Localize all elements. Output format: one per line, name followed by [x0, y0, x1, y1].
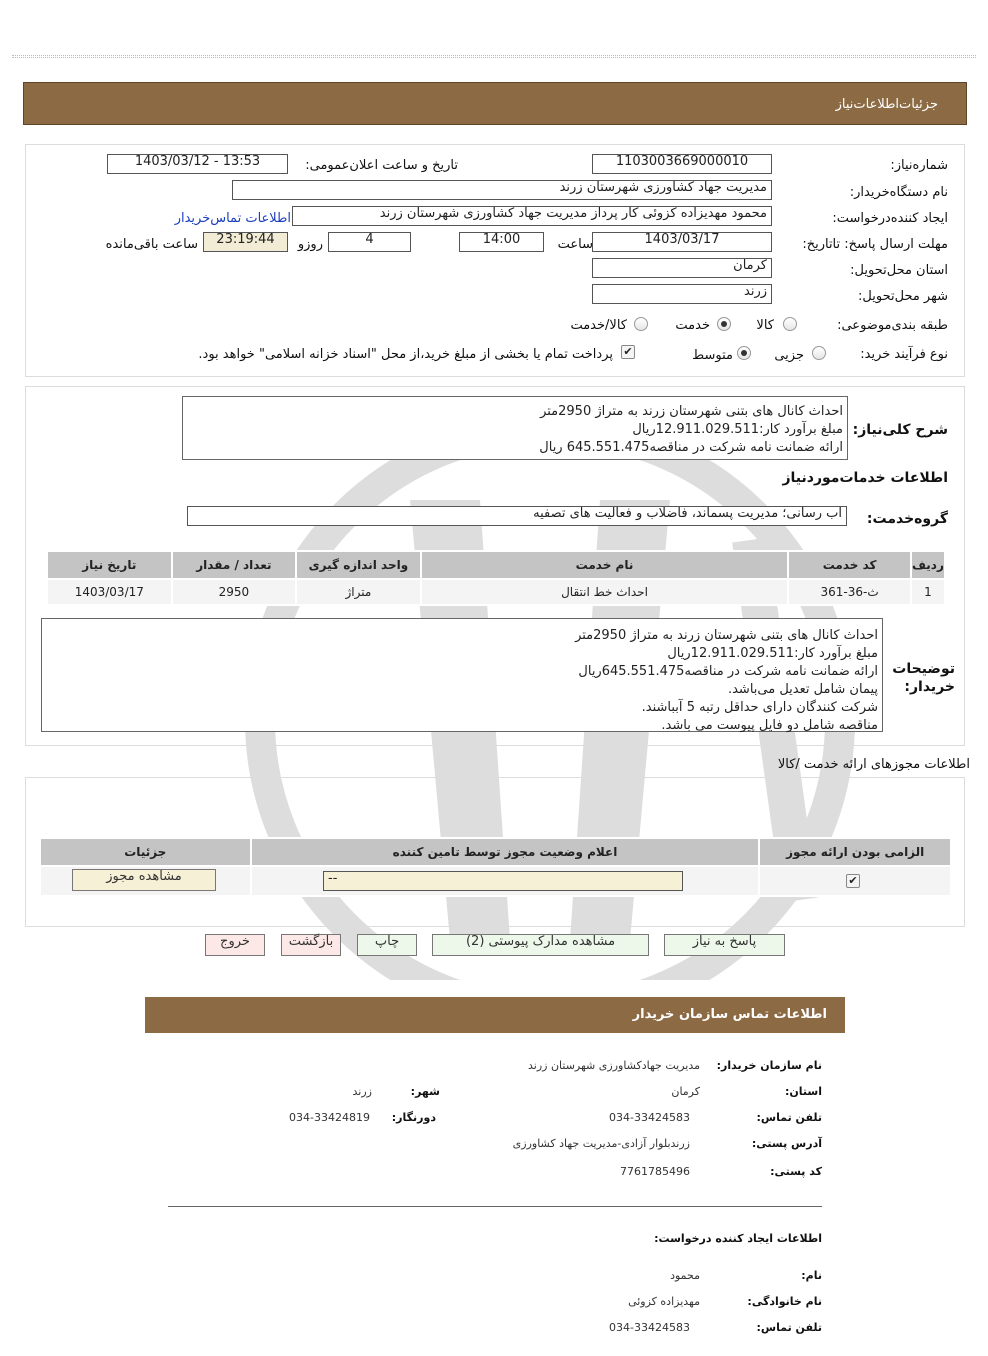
permit-status-field[interactable]: --	[323, 871, 683, 891]
contact-divider	[168, 1206, 822, 1207]
province-field: کرمان	[592, 258, 772, 278]
cell-quantity: 2950	[172, 579, 297, 605]
creator-name-value: محمود	[670, 1269, 700, 1282]
contact-province-label: استان:	[785, 1085, 822, 1098]
cell-row: 1	[911, 579, 945, 605]
page-title: جزئیات‌اطلاعات‌نیاز	[835, 97, 938, 112]
summary-label: شرح کلی‌نیاز:	[852, 422, 948, 438]
city-label: شهر محل‌تحویل:	[858, 289, 948, 304]
province-label: استان محل‌تحویل:	[850, 263, 948, 278]
attachments-button[interactable]: مشاهده مدارک پیوستی (2)	[432, 934, 649, 956]
remaining-time-field: 23:19:44	[203, 232, 288, 252]
print-button[interactable]: چاپ	[357, 934, 417, 956]
contact-postal-value: 7761785496	[620, 1165, 690, 1178]
purchase-radio-medium[interactable]	[737, 346, 751, 360]
exit-button[interactable]: خروج	[205, 934, 265, 956]
remaining-label: ساعت باقی‌مانده	[105, 237, 198, 252]
buyer-note-line-3: ارائه ضمانت نامه شرکت در مناقصه645.551.475ریال	[578, 664, 878, 679]
summary-line-1: احداث کانال های بتنی شهرستان زرند به متراژ 2950متر	[540, 404, 843, 419]
buyer-notes-label: توضیحات خریدار:	[892, 661, 955, 695]
buyer-note-line-1: احداث کانال های بتنی شهرستان زرند به متراژ 2950متر	[575, 628, 878, 643]
category-label: طبقه بندی‌موضوعی:	[837, 318, 948, 333]
col-row: ردیف	[911, 551, 945, 579]
col-quantity: تعداد / مقدار	[172, 551, 297, 579]
buyer-note-line-4: پیمان شامل تعدیل می‌باشد.	[727, 682, 878, 697]
creator-family-value: مهدیزاده کزوئی	[628, 1295, 700, 1308]
contact-postal-label: کد پستی:	[770, 1165, 822, 1178]
creator-name-label: نام:	[801, 1269, 822, 1282]
col-permit-details: جزئیات	[40, 838, 251, 866]
buyer-org-label: نام دستگاه‌خریدار:	[849, 185, 948, 200]
category-option-service: خدمت	[675, 318, 710, 333]
buyer-note-line-2: مبلغ برآورد کار:12.911.029.511ریال	[667, 646, 878, 661]
contact-title: اطلاعات تماس سازمان خریدار	[632, 1007, 827, 1022]
creator-phone-label: تلفن تماس:	[756, 1321, 822, 1334]
category-option-goods: کالا	[756, 318, 774, 333]
permit-required-checkbox: ✔	[846, 874, 860, 888]
services-title: اطلاعات خدمات‌مورد‌نیاز	[782, 470, 948, 486]
service-group-field: آب رسانی؛ مدیریت پسماند، فاضلاب و فعالیت های تصفیه	[187, 506, 847, 526]
category-radio-goods-service[interactable]	[634, 317, 648, 331]
cell-service-name: احداث خط انتقال	[421, 579, 789, 605]
category-option-goods-service: کالا/خدمت	[570, 318, 627, 333]
contact-address-label: آدرس پستی:	[751, 1137, 822, 1150]
permits-title: اطلاعات مجوزهای ارائه خدمت /کالا	[777, 757, 970, 772]
services-table	[46, 550, 946, 606]
view-permit-button[interactable]: مشاهده مجوز	[72, 869, 216, 891]
back-button[interactable]: بازگشت	[281, 934, 341, 956]
treasury-payment-note: پرداخت تمام یا بخشی از مبلغ خرید،از محل "اسناد خزانه اسلامی" خواهد بود.	[198, 347, 613, 362]
col-permit-required: الزامی بودن ارائه مجوز	[759, 838, 951, 866]
contact-fax-label: دورنگار:	[391, 1111, 436, 1124]
announce-datetime-field: 1403/03/12 - 13:53	[107, 154, 288, 174]
contact-phone-label: تلفن تماس:	[756, 1111, 822, 1124]
contact-province-value: کرمان	[671, 1085, 700, 1098]
services-table-header	[47, 551, 945, 579]
contact-phone-value: 034-33424583	[609, 1111, 690, 1124]
cell-need-date: 1403/03/17	[47, 579, 172, 605]
category-radio-service[interactable]	[717, 317, 731, 331]
need-number-label: شماره‌نیاز:	[890, 158, 948, 173]
days-field: 4	[328, 232, 411, 252]
col-unit: واحد اندازه گیری	[296, 551, 421, 579]
requester-label: ایجاد کننده‌درخواست:	[832, 211, 948, 226]
table-row	[47, 579, 945, 605]
contact-org-label: نام سازمان خریدار:	[716, 1059, 822, 1072]
requester-field: محمود مهدیزاده کزوئی کار پرداز مدیریت جهاد کشاورزی شهرستان زرند	[292, 206, 772, 226]
need-info-panel	[25, 144, 965, 377]
buyer-org-field: مدیریت جهاد کشاورزی شهرستان زرند	[232, 180, 772, 200]
creator-title: اطلاعات ایجاد کننده درخواست:	[654, 1232, 822, 1245]
deadline-label: مهلت ارسال پاسخ: تاتاریخ:	[802, 237, 948, 252]
need-number-field: 1103003669000010	[592, 154, 772, 174]
creator-phone-value: 034-33424583	[609, 1321, 690, 1334]
contact-header	[145, 997, 845, 1033]
announce-datetime-label: تاریخ و ساعت اعلان‌عمومی:	[305, 158, 458, 173]
col-permit-status: اعلام وضعیت مجوز توسط تامین کننده	[251, 838, 760, 866]
creator-family-label: نام خانوادگی:	[747, 1295, 822, 1308]
contact-city-label: شهر:	[410, 1085, 440, 1098]
page-header	[23, 82, 967, 125]
buyer-notes-box	[41, 618, 883, 732]
purchase-type-label: نوع فرآیند خرید:	[860, 347, 948, 362]
buyer-note-line-6: مناقصه شامل دو فایل پیوست می باشد.	[661, 718, 878, 733]
buyer-note-line-5: شرکت کنندگان دارای حداقل رتبه 5 آبباشند.	[641, 700, 878, 715]
deadline-time-label: ساعت	[557, 237, 593, 252]
treasury-payment-checkbox[interactable]: ✔	[621, 345, 635, 359]
purchase-option-minor: جزیی	[774, 348, 804, 363]
deadline-time-field: 14:00	[459, 232, 544, 252]
contact-address-value: زرندبلوار آزادی-مدیریت جهاد کشاورزی	[512, 1137, 690, 1150]
col-service-name: نام خدمت	[421, 551, 789, 579]
contact-city-value: زرند	[352, 1085, 372, 1098]
category-radio-goods[interactable]	[783, 317, 797, 331]
deadline-date-field: 1403/03/17	[592, 232, 772, 252]
col-service-code: کد خدمت	[788, 551, 911, 579]
days-label: روزو	[297, 237, 323, 252]
service-group-label: گروه‌خدمت:	[866, 511, 948, 527]
cell-unit: متراژ	[296, 579, 421, 605]
top-divider	[12, 55, 976, 58]
purchase-option-medium: متوسط	[692, 348, 733, 363]
summary-line-2: مبلغ برآورد کار:12.911.029.511ریال	[632, 422, 843, 437]
contact-org-value: مدیریت جهادکشاورزی شهرستان زرند	[528, 1059, 700, 1072]
reply-button[interactable]: پاسخ به نیاز	[664, 934, 785, 956]
cell-service-code: ث-36-361	[788, 579, 911, 605]
city-field: زرند	[592, 284, 772, 304]
summary-line-3: ارائه ضمانت نامه شرکت در مناقصه645.551.475 ریال	[539, 440, 843, 455]
buyer-contact-link[interactable]: اطلاعات تماس‌خریدار	[174, 211, 291, 226]
col-need-date: تاریخ نیاز	[47, 551, 172, 579]
purchase-radio-minor[interactable]	[812, 346, 826, 360]
summary-box	[182, 396, 848, 460]
contact-fax-value: 034-33424819	[289, 1111, 370, 1124]
permits-table-header	[40, 838, 951, 866]
